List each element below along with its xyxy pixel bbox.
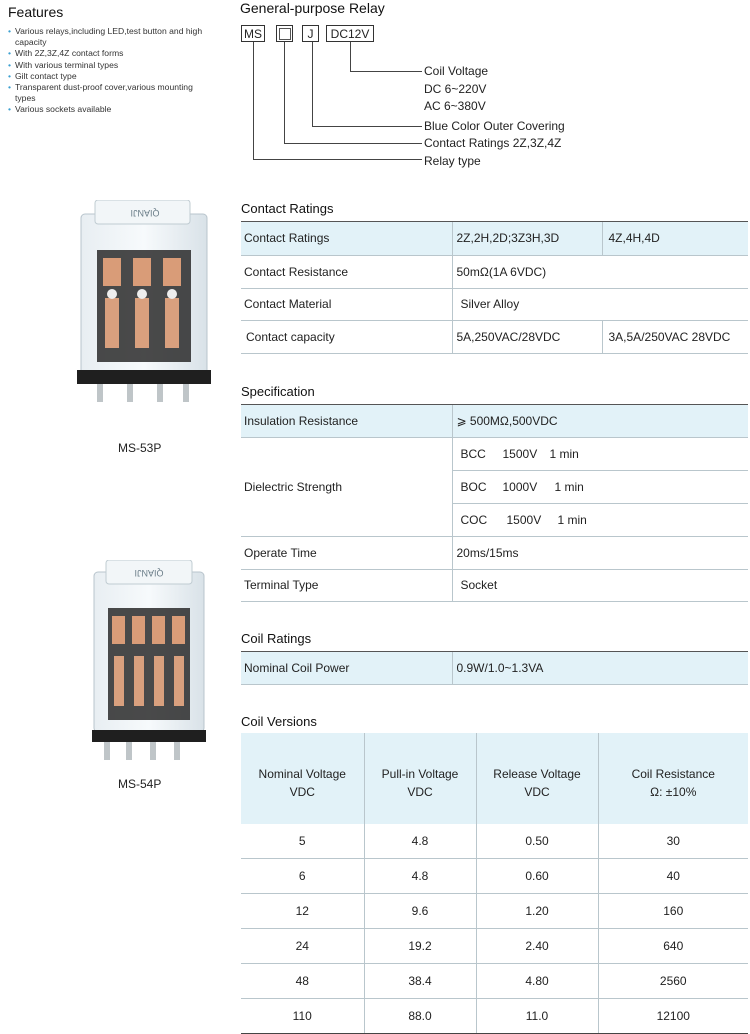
specification-title: Specification xyxy=(241,384,315,399)
table-row xyxy=(241,964,748,999)
dielectric-time: 1 min xyxy=(549,446,579,461)
header-unit: VDC xyxy=(524,785,550,799)
code-contact-box xyxy=(276,25,293,42)
column-header xyxy=(476,733,598,824)
row-label: Nominal Coil Power xyxy=(241,652,452,684)
table-row xyxy=(241,929,748,964)
blank-square-icon xyxy=(279,28,291,40)
header-line: Release Voltage xyxy=(493,767,581,781)
dielectric-type: BCC xyxy=(460,446,486,461)
table-row xyxy=(241,824,748,859)
row-label: Operate Time xyxy=(241,536,452,569)
row-label: Contact Ratings xyxy=(241,222,452,255)
row-label: Insulation Resistance xyxy=(241,405,452,437)
code-voltage: DC12V xyxy=(326,25,374,42)
label-dc-range: DC 6~220V xyxy=(424,82,487,96)
row-label: Contact capacity xyxy=(241,320,452,353)
table-row xyxy=(241,222,748,255)
feature-item: • Various relays,including LED,test button and high capacity xyxy=(8,26,208,48)
dielectric-time: 1 min xyxy=(557,512,587,527)
features-list xyxy=(8,26,208,116)
leader-line xyxy=(350,42,351,71)
caption-ms54p: MS-54P xyxy=(118,777,162,791)
header-line: Coil Resistance xyxy=(631,767,715,781)
cell-nominal: 5 xyxy=(241,824,364,859)
row-label: Terminal Type xyxy=(241,569,452,601)
label-coil-voltage: Coil Voltage xyxy=(424,64,489,78)
column-header xyxy=(598,733,748,824)
contact-ratings-title: Contact Ratings xyxy=(241,201,334,216)
dielectric-type: BOC xyxy=(460,479,487,494)
cell-nominal: 24 xyxy=(241,929,364,964)
cell-value: 50mΩ(1A 6VDC) xyxy=(452,255,748,288)
cell-value: ⩾ 500MΩ,500VDC xyxy=(452,405,748,437)
features-title: Features xyxy=(8,4,64,20)
feature-item: • With 2Z,3Z,4Z contact forms xyxy=(8,48,208,59)
table-row xyxy=(241,255,748,288)
relay-image-ms53p xyxy=(75,200,215,415)
dielectric-type: COC xyxy=(460,512,488,527)
leader-line xyxy=(253,42,254,159)
label-relay-type: Relay type xyxy=(424,154,481,168)
dielectric-time: 1 min xyxy=(554,479,584,494)
cell-value: 2Z,2H,2D;3Z3H,3D xyxy=(452,222,602,255)
column-header xyxy=(364,733,476,824)
cell-release: 0.60 xyxy=(476,859,598,894)
relay-brand-text: QIANJI xyxy=(130,208,160,218)
table-row xyxy=(241,536,748,569)
contact-ratings-table xyxy=(241,222,748,354)
table-row xyxy=(241,894,748,929)
code-j: J xyxy=(302,25,319,42)
model-code-title: General-purpose Relay xyxy=(240,0,385,16)
cell-release: 11.0 xyxy=(476,999,598,1034)
leader-line xyxy=(350,71,422,72)
table-row xyxy=(241,288,748,320)
dielectric-voltage: 1500V xyxy=(506,512,542,527)
leader-line xyxy=(312,42,313,126)
dielectric-row xyxy=(453,504,749,536)
table-row xyxy=(241,437,748,536)
header-unit: VDC xyxy=(407,785,433,799)
cell-value: 20ms/15ms xyxy=(452,536,748,569)
cell-nominal: 12 xyxy=(241,894,364,929)
cell-pullin: 19.2 xyxy=(364,929,476,964)
cell-value: 4Z,4H,4D xyxy=(602,222,748,255)
cell-resistance: 40 xyxy=(598,859,748,894)
cell-value: Silver Alloy xyxy=(452,288,748,320)
dielectric-voltage: 1000V xyxy=(502,479,538,494)
cell-release: 2.40 xyxy=(476,929,598,964)
leader-line xyxy=(284,143,422,144)
cell-nominal: 110 xyxy=(241,999,364,1034)
cell-release: 4.80 xyxy=(476,964,598,999)
column-header xyxy=(241,733,364,824)
caption-ms53p: MS-53P xyxy=(118,441,162,455)
cell-value: 3A,5A/250VAC 28VDC xyxy=(602,320,748,353)
header-line: Pull-in Voltage xyxy=(381,767,459,781)
coil-ratings-table xyxy=(241,652,748,685)
row-label: Dielectric Strength xyxy=(241,437,452,536)
header-unit: VDC xyxy=(289,785,315,799)
cell-resistance: 30 xyxy=(598,824,748,859)
dielectric-row xyxy=(453,471,749,504)
table-row xyxy=(241,859,748,894)
cell-nominal: 6 xyxy=(241,859,364,894)
table-row xyxy=(241,569,748,601)
table-row xyxy=(241,405,748,437)
dielectric-voltage: 1500V xyxy=(502,446,538,461)
leader-line xyxy=(312,126,422,127)
cell-release: 1.20 xyxy=(476,894,598,929)
dielectric-row xyxy=(453,438,749,471)
table-row xyxy=(241,652,748,684)
leader-line xyxy=(253,159,422,160)
cell-pullin: 9.6 xyxy=(364,894,476,929)
cell-release: 0.50 xyxy=(476,824,598,859)
dielectric-cell xyxy=(452,437,748,536)
cell-resistance: 2560 xyxy=(598,964,748,999)
cell-pullin: 88.0 xyxy=(364,999,476,1034)
cell-pullin: 4.8 xyxy=(364,824,476,859)
coil-versions-table xyxy=(241,733,748,1034)
table-header-row xyxy=(241,733,748,824)
cell-value: 0.9W/1.0~1.3VA xyxy=(452,652,748,684)
cell-nominal: 48 xyxy=(241,964,364,999)
row-label: Contact Resistance xyxy=(241,255,452,288)
table-row xyxy=(241,999,748,1034)
feature-item: • Gilt contact type xyxy=(8,71,208,82)
relay-image-ms54p xyxy=(90,560,208,765)
cell-resistance: 160 xyxy=(598,894,748,929)
label-blue-cover: Blue Color Outer Covering xyxy=(424,119,565,133)
feature-item: • Transparent dust-proof cover,various mounting types xyxy=(8,82,208,104)
feature-item: • With various terminal types xyxy=(8,60,208,71)
specification-table xyxy=(241,405,748,602)
label-contact-ratings: Contact Ratings 2Z,3Z,4Z xyxy=(424,136,562,150)
cell-value: 5A,250VAC/28VDC xyxy=(452,320,602,353)
cell-resistance: 12100 xyxy=(598,999,748,1034)
cell-resistance: 640 xyxy=(598,929,748,964)
row-label: Contact Material xyxy=(241,288,452,320)
cell-value: Socket xyxy=(452,569,748,601)
code-ms: MS xyxy=(241,25,265,42)
table-row xyxy=(241,320,748,353)
leader-line xyxy=(284,42,285,143)
header-unit: Ω: ±10% xyxy=(650,785,697,799)
coil-ratings-title: Coil Ratings xyxy=(241,631,312,646)
coil-versions-title: Coil Versions xyxy=(241,714,317,729)
cell-pullin: 38.4 xyxy=(364,964,476,999)
relay-brand-text: QIANJI xyxy=(134,568,164,578)
feature-item: • Various sockets available xyxy=(8,104,208,115)
cell-pullin: 4.8 xyxy=(364,859,476,894)
label-ac-range: AC 6~380V xyxy=(424,99,486,113)
header-line: Nominal Voltage xyxy=(258,767,346,781)
